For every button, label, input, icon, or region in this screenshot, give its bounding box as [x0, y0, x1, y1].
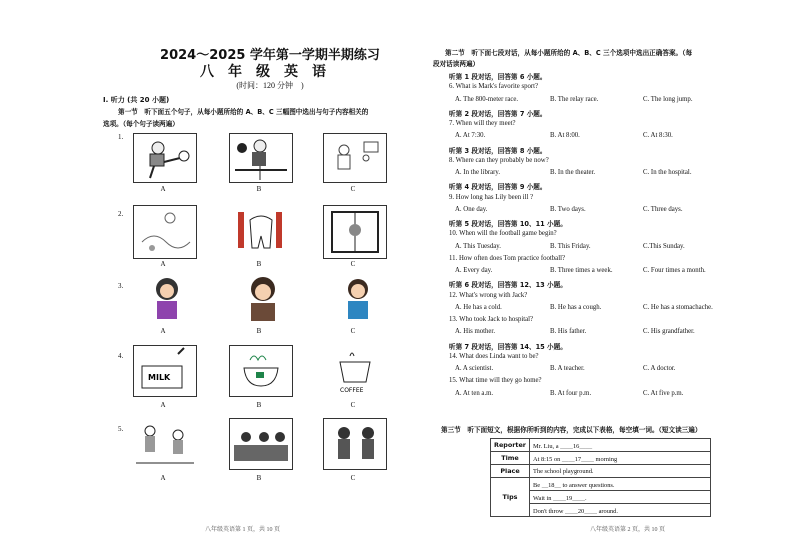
question-text: 7. When will they meet? [449, 120, 516, 127]
window-icon [324, 206, 386, 258]
football-kick-icon [134, 134, 196, 182]
q-option-b: B. Three times a week. [550, 267, 613, 274]
q-option-a: A. In the library. [455, 169, 501, 176]
q-option-a: A. The 800-meter race. [455, 95, 519, 103]
q5-picture-c [323, 418, 387, 470]
section3-title: 第三节 听下面短文，根据你所听到的内容，完成以下表格，每空填一词。（短文读三遍） [441, 426, 702, 434]
q1-picture-a [133, 133, 197, 183]
q2-picture-b [229, 205, 293, 259]
q-option-a: A. At ten a.m. [455, 389, 494, 397]
q3-label-c: C [350, 327, 356, 335]
table-tennis-icon [230, 134, 292, 182]
q2-picture-c [323, 205, 387, 259]
question-text: 11. How often does Tom practice football? [449, 254, 565, 262]
table-row [491, 439, 711, 452]
q-option-c: C. At five p.m. [643, 389, 684, 397]
table-row [491, 465, 711, 478]
q3-label-b: B [256, 327, 262, 335]
q-option-c: C. The long jump. [643, 95, 693, 103]
q-option-b: B. At 8:00. [550, 132, 580, 140]
q3-picture-b [234, 272, 292, 326]
girl-ill-icon [139, 273, 195, 325]
outdoor-scene-icon [134, 206, 196, 258]
q2-label-b: B [256, 260, 262, 268]
q-option-b: B. This Friday. [550, 242, 591, 250]
q-option-a: A. A scientist. [455, 365, 494, 372]
q-option-b: B. At four p.m. [550, 389, 592, 397]
dialogue-instruction: 听第 1 段对话，回答第 6 小题。 [449, 73, 547, 81]
section1-title-cont: 选项。（每个句子读两遍） [103, 120, 179, 128]
table-row [491, 452, 711, 465]
q-option-a: A. His mother. [455, 328, 496, 336]
milk-carton-icon [134, 346, 196, 396]
q5-number: 5. [118, 425, 124, 433]
section2-title-cont: 段对话读两遍） [433, 60, 480, 68]
q3-number: 3. [118, 282, 124, 290]
milk-label: MILK [148, 373, 171, 382]
q4-picture-c [323, 345, 387, 397]
reporter-value: Mr. Liu, a ＿＿16＿＿ [530, 439, 711, 452]
classroom-icon [230, 419, 292, 469]
q2-number: 2. [118, 210, 124, 218]
q2-label-c: C [350, 260, 356, 268]
q-option-b: B. A teacher. [550, 365, 585, 372]
q2-label-a: A [160, 260, 166, 268]
q-option-a: A. He has a cold. [455, 303, 502, 311]
right-page-footer: 八年级英语第 2 页，共 10 页 [590, 527, 666, 533]
q4-label-a: A [160, 401, 166, 409]
tips-key: Tips [491, 478, 530, 517]
tooth-toothbrush-icon [230, 206, 292, 258]
boy-toothache-icon [330, 273, 386, 325]
section1-title: 第一节 听下面五个句子，从每小题所给的 A、B、C 三幅图中选出与句子内容相关的 [118, 108, 369, 116]
left-page-footer: 八年级英语第 1 页，共 10 页 [205, 527, 281, 533]
place-key: Place [491, 465, 530, 478]
q4-picture-a [133, 345, 197, 397]
q1-label-c: C [350, 185, 356, 193]
question-text: 8. Where can they probably be now? [449, 156, 549, 164]
q1-number: 1. [118, 133, 124, 141]
q1-picture-b [229, 133, 293, 183]
question-text: 14. What does Linda want to be? [449, 352, 539, 360]
q1-picture-c [323, 133, 387, 183]
q-option-c: C. His grandfather. [643, 328, 695, 336]
coffee-label: COFFEE [340, 387, 364, 394]
question-text: 13. Who took Jack to hospital? [449, 316, 534, 323]
time-value: At 8:15 on ＿＿17＿＿ morning [530, 452, 711, 465]
q3-picture-a [138, 272, 196, 326]
q1-label-a: A [160, 185, 166, 193]
q-option-c: C.This Sunday. [643, 242, 685, 250]
cleaning-icon [134, 419, 196, 469]
q-option-b: B. He has a cough. [550, 303, 602, 311]
woman-headache-icon [235, 273, 291, 325]
q-option-c: C. He has a stomachache. [643, 303, 713, 311]
q-option-c: C. At 8:30. [643, 132, 673, 140]
exam-subject: 八年级英语 [200, 64, 340, 80]
question-text: 12. What's wrong with Jack? [449, 291, 528, 299]
q1-label-b: B [256, 185, 262, 193]
q-option-a: A. This Tuesday. [455, 242, 501, 250]
q4-picture-b [229, 345, 293, 397]
q-option-b: B. His father. [550, 328, 587, 336]
q5-label-b: B [256, 474, 262, 482]
time-key: Time [491, 452, 530, 465]
people-meeting-icon [324, 419, 386, 469]
info-table [490, 438, 711, 517]
q3-label-a: A [160, 327, 166, 335]
question-text: 15. What time will they go home? [449, 377, 542, 385]
listening-part-heading: I. 听力 (共 20 小题) [103, 96, 170, 104]
q-option-c: C. A doctor. [643, 365, 676, 372]
tip-1: Be ＿18＿ to answer questions. [530, 478, 711, 491]
question-text: 9. How long has Lily been ill ? [449, 193, 534, 201]
dialogue-instruction: 听第 3 段对话，回答第 8 小题。 [449, 146, 547, 155]
q-option-a: A. One day. [455, 205, 488, 213]
dialogue-instruction: 听第 6 段对话，回答第 12、13 小题。 [449, 281, 567, 290]
q3-picture-c [329, 272, 387, 326]
basketball-icon [324, 134, 386, 182]
q2-picture-a [133, 205, 197, 259]
q-option-b: B. Two days. [550, 205, 586, 213]
q-option-c: C. Four times a month. [643, 267, 706, 274]
question-text: 10. When will the football game begin? [449, 230, 557, 238]
q5-label-a: A [160, 474, 166, 482]
q5-picture-a [133, 418, 197, 470]
exam-title: 2024～2025 学年第一学期半期练习 [160, 48, 380, 63]
dialogue-instruction: 听第 4 段对话，回答第 9 小题。 [449, 183, 547, 192]
place-value: The school playground. [530, 465, 711, 478]
q5-label-c: C [350, 474, 356, 482]
q5-picture-b [229, 418, 293, 470]
tip-3: Don't throw ＿＿20＿＿ around. [530, 504, 711, 517]
section2-title: 第二节 听下面七段对话，从每小题所给的 A、B、C 三个选项中选出正确答案。（每 [445, 49, 693, 57]
question-text: 6. What is Mark's favorite sport? [449, 83, 539, 91]
dialogue-instruction: 听第 5 段对话，回答第 10、11 小题。 [449, 220, 567, 228]
reporter-key: Reporter [491, 439, 530, 452]
table-row [491, 478, 711, 491]
q4-label-b: B [256, 401, 262, 409]
coffee-cup-icon [324, 346, 386, 396]
q-option-b: B. The relay race. [550, 95, 599, 103]
q-option-a: A. Every day. [455, 267, 493, 274]
q-option-b: B. In the theater. [550, 169, 596, 176]
exam-time: (时间：120 分钟 ) [236, 81, 304, 90]
dialogue-instruction: 听第 2 段对话，回答第 7 小题。 [449, 109, 547, 118]
q-option-a: A. At 7:30. [455, 132, 486, 140]
tip-2: Wait in ＿＿19＿＿. [530, 491, 711, 504]
dialogue-instruction: 听第 7 段对话，回答第 14、15 小题。 [449, 342, 567, 351]
q-option-c: C. Three days. [643, 205, 683, 213]
q-option-c: C. In the hospital. [643, 169, 692, 176]
q4-number: 4. [118, 352, 124, 360]
q4-label-c: C [350, 401, 356, 409]
tea-cup-icon [230, 346, 292, 396]
